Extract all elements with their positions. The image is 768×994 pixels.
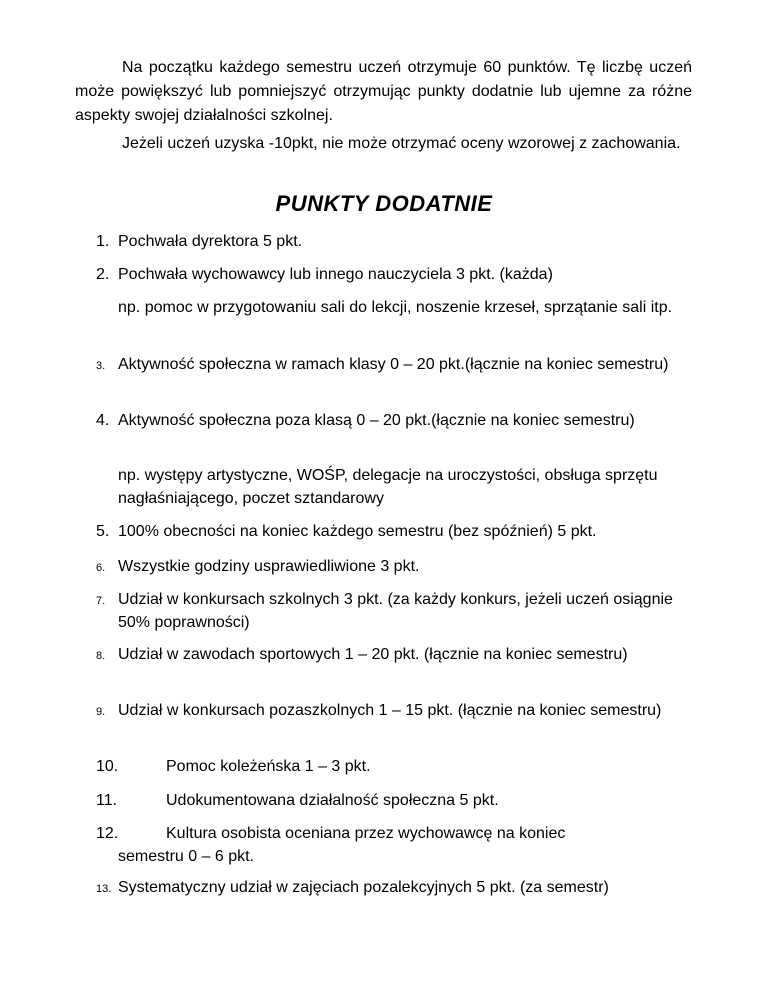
list-item — [96, 822, 696, 868]
list-item-text: Udział w konkursach szkolnych 3 pkt. (za każdy konkurs, jeżeli uczeń osiągnie 50% poprawności) — [118, 591, 673, 631]
list-item — [96, 699, 696, 722]
list-item-text: Aktywność społeczna w ramach klasy 0 – 20 pkt.(łącznie na koniec semestru) — [118, 356, 669, 373]
list-item-number: 10. — [96, 758, 119, 775]
list-item — [96, 755, 696, 778]
list-item-text: 100% obecności na koniec każdego semestru (bez spóźnień) 5 pkt. — [118, 523, 597, 540]
list-item — [96, 643, 696, 666]
list-item-text: Kultura osobista oceniana przez wychowawcę na koniec — [166, 825, 566, 842]
list-item-text: Wszystkie godziny usprawiedliwione 3 pkt. — [118, 558, 420, 575]
list-item-text: Pomoc koleżeńska 1 – 3 pkt. — [166, 758, 371, 775]
list-item-number: 3. — [96, 360, 106, 372]
list-item-text: Pochwała dyrektora 5 pkt. — [118, 233, 303, 250]
list-item-number: 7. — [96, 595, 106, 607]
list-item-text: Udział w zawodach sportowych 1 – 20 pkt. (łącznie na koniec semestru) — [118, 646, 628, 663]
list-item — [96, 409, 696, 432]
list-item-text: Udokumentowana działalność społeczna 5 pkt. — [166, 792, 499, 809]
list-item-number: 11. — [96, 792, 118, 809]
section-title: PUNKTY DODATNIE — [275, 191, 493, 216]
list-item-text: Aktywność społeczna poza klasą 0 – 20 pkt.(łącznie na koniec semestru) — [118, 412, 635, 429]
item-note: np. występy artystyczne, WOŚP, delegacje na uroczystości, obsługa sprzętu nagłaśniającego, poczet sztandarowy — [118, 467, 658, 507]
list-item — [96, 588, 696, 634]
intro-paragraph-1: Na początku każdego semestru uczeń otrzymuje 60 punktów. Tę liczbę uczeń może powiększyć lub pomniejszyć otrzymując punkty dodatnie lub ujemne za różne aspekty swojej działalności szkolnej. — [75, 59, 692, 124]
list-item-number: 4. — [96, 412, 110, 429]
list-item-number: 8. — [96, 650, 106, 662]
list-item — [96, 520, 696, 543]
list-item — [96, 263, 696, 286]
list-item-number: 5. — [96, 523, 110, 540]
list-item-number: 9. — [96, 706, 106, 718]
list-item-text-continued: semestru 0 – 6 pkt. — [118, 848, 255, 865]
list-item — [96, 353, 696, 376]
list-item-number: 2. — [96, 266, 110, 283]
list-item-number: 6. — [96, 562, 106, 574]
list-item-text: Udział w konkursach pozaszkolnych 1 – 15 pkt. (łącznie na koniec semestru) — [118, 702, 662, 719]
list-item — [96, 876, 696, 899]
list-item — [96, 555, 696, 578]
list-item-number: 1. — [96, 233, 110, 250]
list-item-number: 13. — [96, 883, 112, 895]
item-note: np. pomoc w przygotowaniu sali do lekcji, noszenie krzeseł, sprzątanie sali itp. — [118, 299, 673, 316]
intro-paragraph-2: Jeżeli uczeń uzyska -10pkt, nie może otrzymać oceny wzorowej z zachowania. — [122, 135, 681, 152]
list-item-text: Systematyczny udział w zajęciach pozalekcyjnych 5 pkt. (za semestr) — [118, 879, 609, 896]
list-item — [96, 789, 696, 812]
list-item-number: 12. — [96, 825, 119, 842]
list-item — [96, 230, 696, 253]
list-item-text: Pochwała wychowawcy lub innego nauczyciela 3 pkt. (każda) — [118, 266, 553, 283]
